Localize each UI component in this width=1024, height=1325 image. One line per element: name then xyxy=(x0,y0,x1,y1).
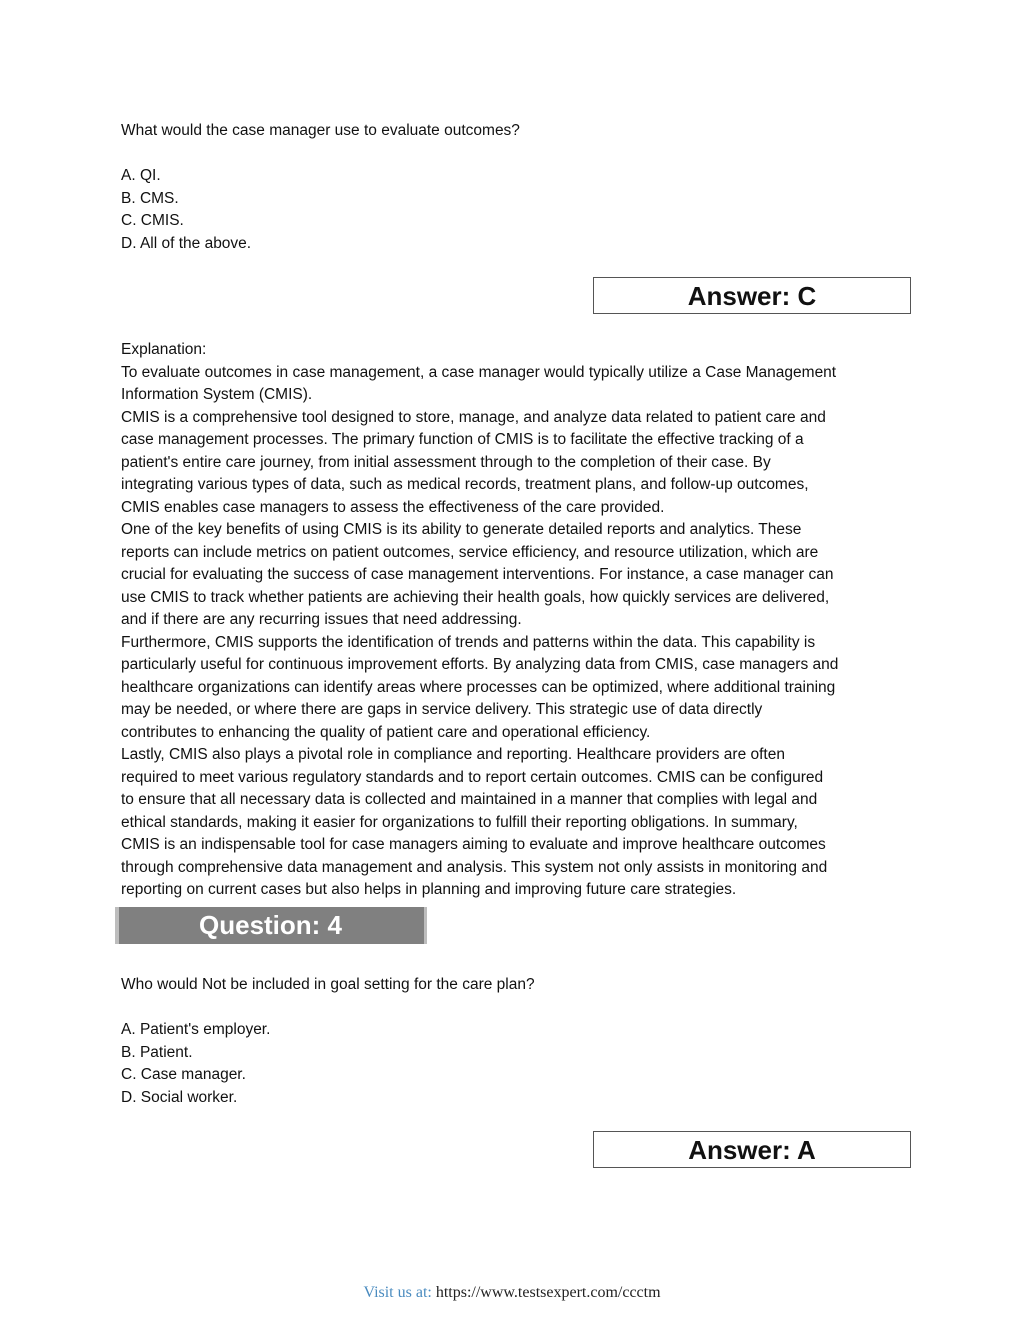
explanation-line: reports can include metrics on patient outcomes, service efficiency, and resource utilization, which are xyxy=(121,543,819,561)
explanation-line: contributes to enhancing the quality of patient care and operational efficiency. xyxy=(121,723,651,741)
option-b: B. CMS. xyxy=(121,189,179,207)
question-3-options xyxy=(121,165,911,255)
explanation-line: Lastly, CMIS also plays a pivotal role in compliance and reporting. Healthcare providers are often xyxy=(121,746,785,763)
explanation-line: ethical standards, making it easier for organizations to fulfill their reporting obligations. In summary, xyxy=(121,813,798,831)
explanation-line: crucial for evaluating the success of case management interventions. For instance, a case manager can xyxy=(121,566,834,583)
explanation-line: CMIS is an indispensable tool for case managers aiming to evaluate and improve healthcare outcomes xyxy=(121,836,826,853)
explanation-line: Information System (CMIS). xyxy=(121,386,313,403)
explanation-line: may be needed, or where there are gaps in service delivery. This strategic use of data directly xyxy=(121,701,763,718)
explanation-line: One of the key benefits of using CMIS is its ability to generate detailed reports and analytics. These xyxy=(121,521,802,538)
footer-url-link[interactable]: https://www.testsexpert.com/ccctm xyxy=(435,1284,661,1301)
option-a: A. Patient's employer. xyxy=(121,1021,271,1038)
explanation-line: CMIS is a comprehensive tool designed to store, manage, and analyze data related to patient care and xyxy=(121,408,826,426)
explanation-line: required to meet various regulatory standards and to report certain outcomes. CMIS can be configured xyxy=(121,768,824,786)
explanation-line: case management processes. The primary function of CMIS is to facilitate the effective tracking of a xyxy=(121,431,804,448)
explanation-line: use CMIS to track whether patients are achieving their health goals, how quickly services are delivered, xyxy=(121,588,830,606)
option-b: B. Patient. xyxy=(121,1043,193,1061)
explanation-line: particularly useful for continuous improvement efforts. By analyzing data from CMIS, case managers and xyxy=(121,656,839,673)
option-d: D. Social worker. xyxy=(121,1088,238,1106)
option-a: A. QI. xyxy=(121,167,161,184)
option-d: D. All of the above. xyxy=(121,234,252,252)
question-4-text: Who would Not be included in goal setting for the care plan? xyxy=(121,976,535,993)
option-c: C. CMIS. xyxy=(121,212,184,229)
explanation-line: To evaluate outcomes in case management, a case manager would typically utilize a Case Management xyxy=(121,363,837,381)
answer-box-question-4: Answer: A xyxy=(593,1131,911,1168)
explanation-line: patient's entire care journey, from initial assessment through to the completion of their case. By xyxy=(121,453,771,471)
explanation xyxy=(121,339,911,902)
explanation-line: through comprehensive data management and analysis. This system not only assists in monitoring and xyxy=(121,858,828,876)
question-4-banner: Question: 4 xyxy=(115,907,427,944)
footer-label: Visit us at: xyxy=(363,1284,436,1301)
explanation-line: to ensure that all necessary data is collected and maintained in a manner that complies with legal and xyxy=(121,791,818,808)
explanation-line: Furthermore, CMIS supports the identification of trends and patterns within the data. This capability is xyxy=(121,633,816,651)
explanation-line: and if there are any recurring issues that need addressing. xyxy=(121,611,522,628)
option-c: C. Case manager. xyxy=(121,1066,246,1083)
explanation-line: reporting on current cases but also helps in planning and improving future care strategies. xyxy=(121,881,737,898)
question-4-options xyxy=(121,1019,911,1109)
explanation-label: Explanation: xyxy=(121,341,207,358)
explanation-line: CMIS enables case managers to assess the effectiveness of the care provided. xyxy=(121,498,665,516)
explanation-line: healthcare organizations can identify areas where processes can be optimized, where additional training xyxy=(121,678,836,696)
answer-box-question-3: Answer: C xyxy=(593,277,911,314)
footer xyxy=(0,1284,1024,1302)
question-3-text: What would the case manager use to evaluate outcomes? xyxy=(121,122,520,139)
explanation-line: integrating various types of data, such as medical records, treatment plans, and follow-up outcomes, xyxy=(121,476,809,493)
